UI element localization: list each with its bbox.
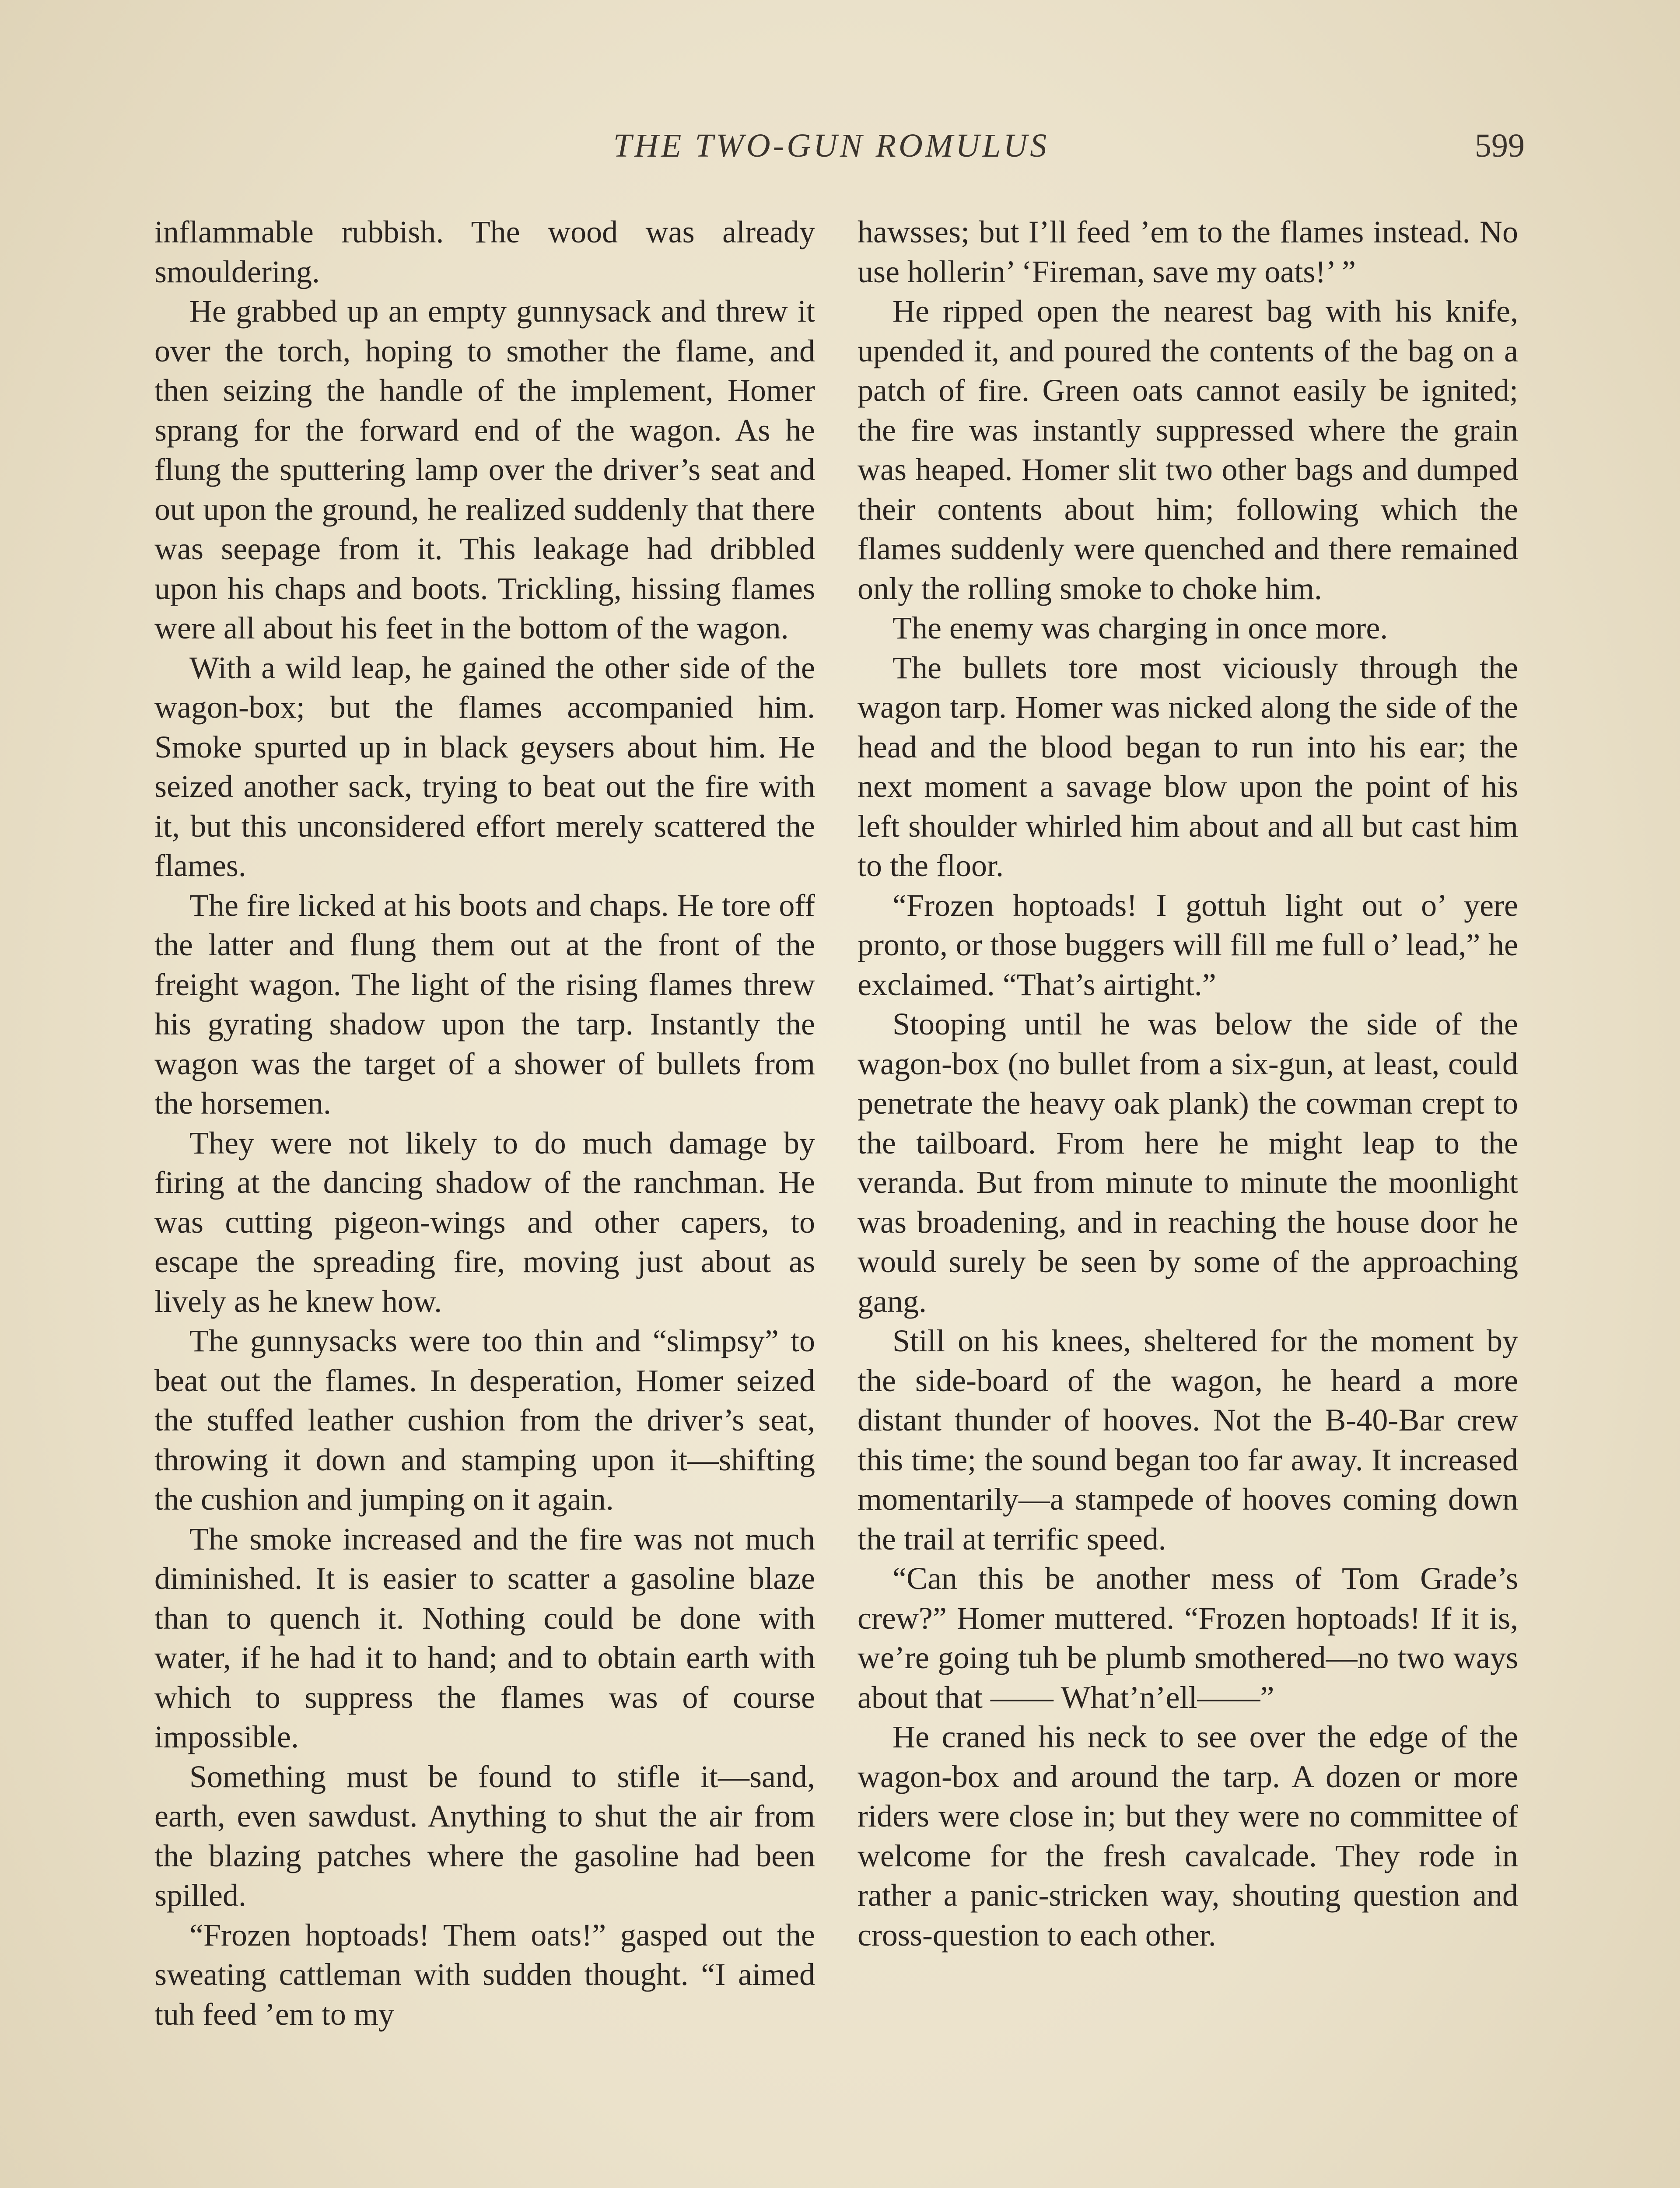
paragraph: He craned his neck to see over the edge of the wagon-box and around the tarp. A dozen or more riders were close in; but they were no committee of welcome for the fresh cavalcade. They rode in rather a panic-stricken way, shouting question and cross-question to each other.	[858, 1719, 1518, 1953]
paragraph: inflammable rubbish. The wood was already smouldering.	[154, 214, 815, 289]
paragraph: The smoke increased and the fire was not much diminished. It is easier to scatter a gasoline blaze than to quench it. Nothing could be done with water, if he had it to hand; and to obtain earth with which to suppress the flames was of course impossible.	[154, 1521, 815, 1754]
paragraph: “Can this be another mess of Tom Grade’s crew?” Homer muttered. “Frozen hoptoads! If it is, we’re going tuh be plumb smothered—no two ways about that —— What’n’ell——”	[858, 1561, 1518, 1715]
paragraph: Something must be found to stifle it—sand, earth, even sawdust. Anything to shut the air from the blazing patches where the gasoline had been spilled.	[154, 1759, 815, 1913]
paragraph: He grabbed up an empty gunnysack and threw it over the torch, hoping to smother the flame, and then seizing the handle of the implement, Homer sprang for the forward end of the wagon. As he flung the sputtering lamp over the driver’s seat and out upon the ground, he realized suddenly that there was seepage from it. This leakage had dribbled upon his chaps and boots. Trickling, hissing flames were all about his feet in the bottom of the wagon.	[154, 294, 815, 645]
page-number: 599	[1475, 127, 1525, 164]
paragraph: The bullets tore most viciously through the wagon tarp. Homer was nicked along the side of the head and the blood began to run into his ear; the next moment a savage blow upon the point of his left shoulder whirled him about and all but cast him to the floor.	[858, 650, 1518, 883]
right-column	[858, 212, 1518, 1955]
running-title: THE TWO-GUN ROMULUS	[613, 127, 1050, 164]
paragraph: The fire licked at his boots and chaps. He tore off the latter and flung them out at the front of the freight wagon. The light of the rising flames threw his gyrating shadow upon the tarp. Instantly the wagon was the target of a shower of bullets from the horsemen.	[154, 887, 815, 1121]
paragraph: The enemy was charging in once more.	[892, 610, 1388, 645]
paragraph: “Frozen hoptoads! Them oats!” gasped out the sweating cattleman with sudden thought. “I aimed tuh feed ’em to my	[154, 1917, 815, 2032]
paragraph: hawsses; but I’ll feed ’em to the flames instead. No use hollerin’ ‘Fireman, save my oats!’ ”	[858, 214, 1518, 289]
paragraph: He ripped open the nearest bag with his knife, upended it, and poured the contents of the bag on a patch of fire. Green oats cannot easily be ignited; the fire was instantly suppressed where the grain was heaped. Homer slit two other bags and dumped their contents about him; following which the flames suddenly were quenched and there remained only the rolling smoke to choke him.	[858, 294, 1518, 606]
paragraph: With a wild leap, he gained the other side of the wagon-box; but the flames accompanied him. Smoke spurted up in black geysers about him. He seized another sack, trying to beat out the fire with it, but this unconsidered effort merely scattered the flames.	[154, 650, 815, 883]
paragraph: They were not likely to do much damage by firing at the dancing shadow of the ranchman. He was cutting pigeon-wings and other capers, to escape the spreading fire, moving just about as lively as he knew how.	[154, 1125, 815, 1319]
left-column	[154, 212, 815, 2034]
paragraph: “Frozen hoptoads! I gottuh light out o’ yere pronto, or those buggers will fill me full o’ lead,” he exclaimed. “That’s airtight.”	[858, 887, 1518, 1002]
paragraph: Still on his knees, sheltered for the moment by the side-board of the wagon, he heard a more distant thunder of hooves. Not the B-40-Bar crew this time; the sound began too far away. It increased momentarily—a stampede of hooves coming down the trail at terrific speed.	[858, 1323, 1518, 1557]
paragraph: The gunnysacks were too thin and “slimpsy” to beat out the flames. In desperation, Homer seized the stuffed leather cushion from the driver’s seat, throwing it down and stamping upon it—shifting the cushion and jumping on it again.	[154, 1323, 815, 1517]
paragraph: Stooping until he was below the side of the wagon-box (no bullet from a six-gun, at least, could penetrate the heavy oak plank) the cowman crept to the tailboard. From here he might leap to the veranda. But from minute to minute the moonlight was broadening, and in reaching the house door he would surely be seen by some of the approaching gang.	[858, 1006, 1518, 1319]
